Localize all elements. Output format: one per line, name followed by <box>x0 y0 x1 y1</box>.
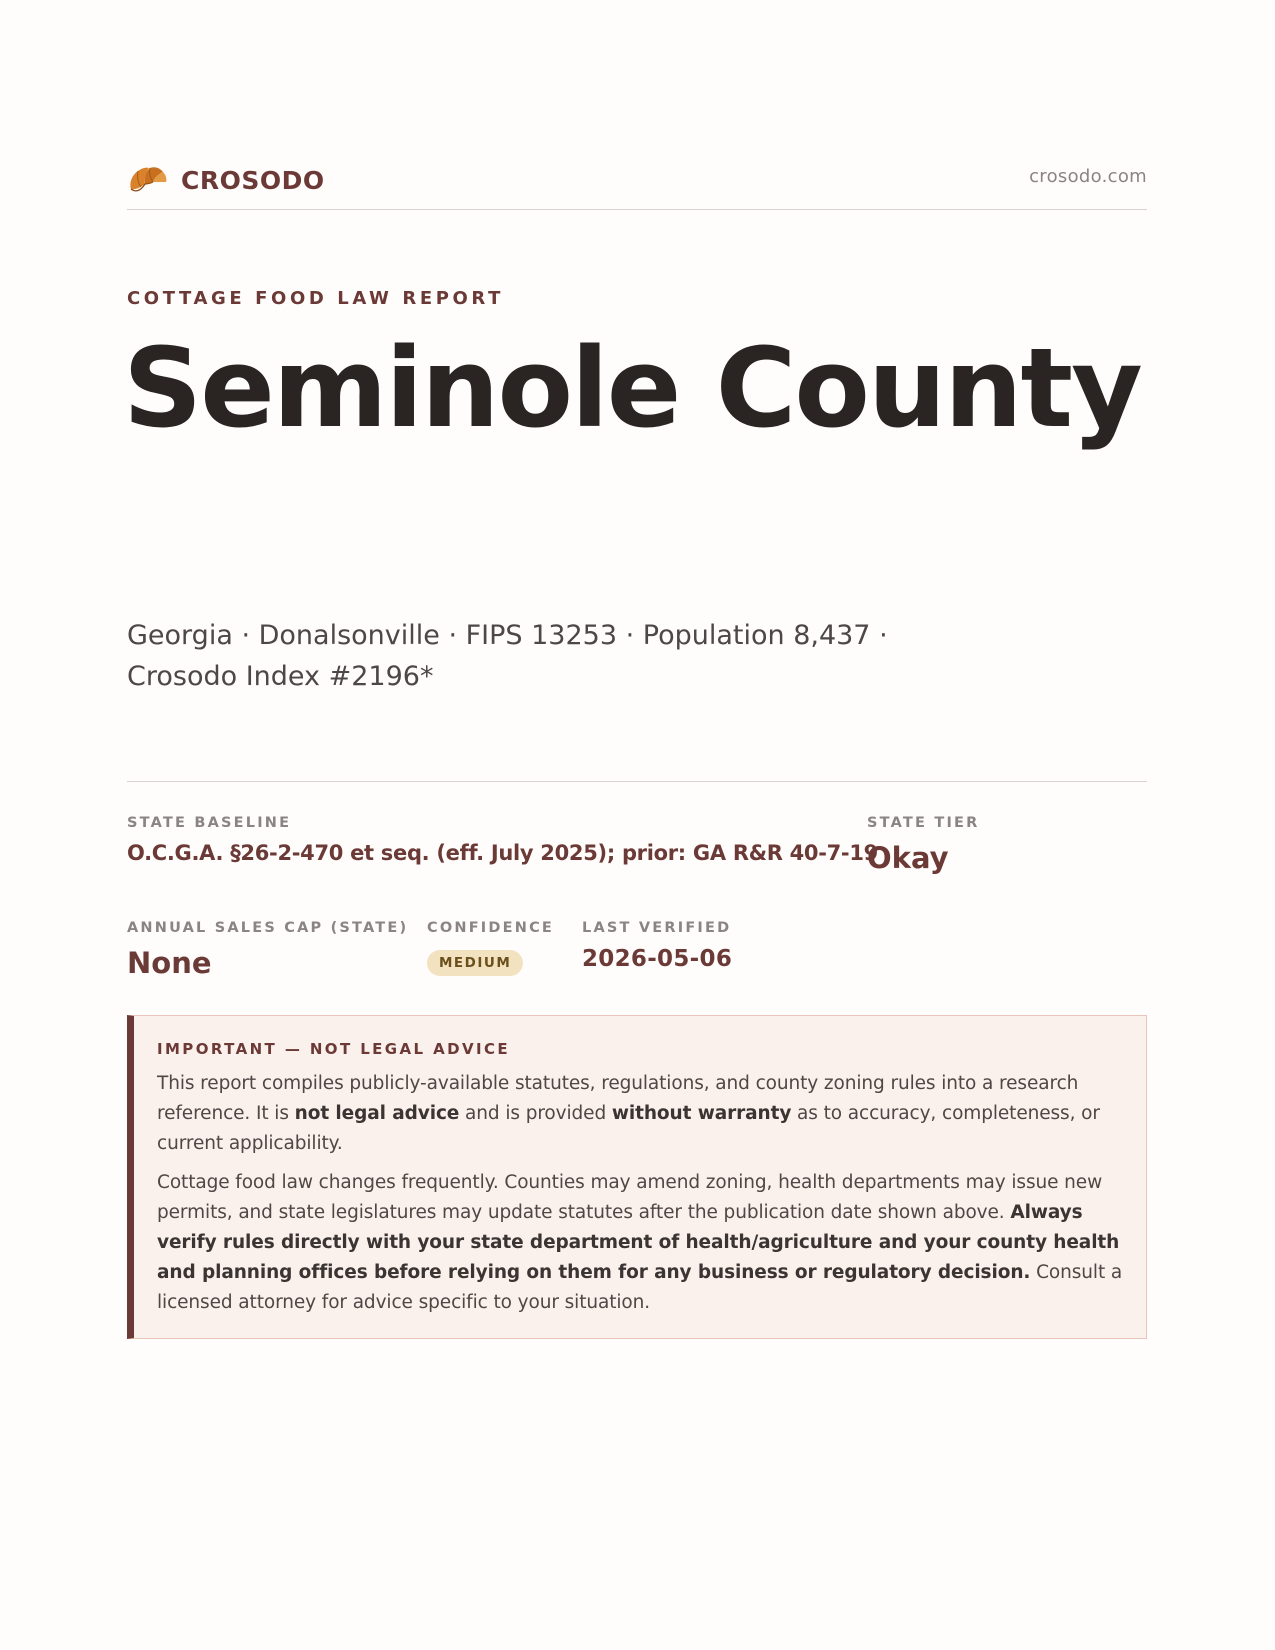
brand-logo[interactable] <box>127 162 325 198</box>
notice-text: as to accuracy, completeness, or current applicability. <box>157 1103 1100 1154</box>
page-title: Seminole County <box>123 324 1141 452</box>
confidence-field <box>427 920 577 976</box>
report-page <box>123 0 1147 1650</box>
state-tier-label: STATE TIER <box>867 815 980 831</box>
state-baseline-value: O.C.G.A. §26-2-470 et seq. (eff. July 2025); prior: GA R&R 40-7-19 <box>127 841 878 865</box>
last-verified-label: LAST VERIFIED <box>582 920 732 936</box>
state-baseline-field <box>127 815 878 865</box>
notice-emphasis: Always verify rules directly with your state department of health/agriculture and your county health and planning offices before relying on them for any business or regulatory decision. <box>157 1202 1120 1283</box>
state-tier-value: Okay <box>867 841 949 875</box>
site-url-link[interactable]: crosodo.com <box>1029 166 1147 187</box>
notice-text: and is provided <box>459 1103 612 1124</box>
notice-title: IMPORTANT — NOT LEGAL ADVICE <box>157 1040 511 1058</box>
legal-notice-box <box>127 1015 1147 1339</box>
state-tier-field <box>867 815 1127 875</box>
notice-paragraph-2 <box>157 1168 1124 1318</box>
croissant-icon <box>127 162 169 198</box>
brand-name: CROSODO <box>181 165 325 195</box>
notice-paragraph-1 <box>157 1069 1124 1159</box>
notice-text: This report compiles publicly-available statutes, regulations, and county zoning rules into a research reference. It is <box>157 1073 1079 1124</box>
report-eyebrow: COTTAGE FOOD LAW REPORT <box>127 288 504 309</box>
sales-cap-field <box>127 920 417 980</box>
confidence-badge: MEDIUM <box>427 950 523 976</box>
notice-text: Consult a licensed attorney for advice specific to your situation. <box>157 1262 1123 1313</box>
notice-emphasis: not legal advice <box>294 1103 460 1124</box>
page-header <box>127 160 1147 210</box>
last-verified-value: 2026-05-06 <box>582 946 733 972</box>
notice-emphasis: without warranty <box>611 1103 792 1124</box>
section-divider <box>127 781 1147 782</box>
sales-cap-value: None <box>127 946 212 980</box>
last-verified-field <box>582 920 832 972</box>
notice-text: Cottage food law changes frequently. Counties may amend zoning, health departments may issue new permits, and state legislatures may update statutes after the publication date shown above. <box>157 1172 1103 1223</box>
state-baseline-label: STATE BASELINE <box>127 815 292 831</box>
confidence-label: CONFIDENCE <box>427 920 555 936</box>
county-meta-line: Georgia · Donalsonville · FIPS 13253 · Population 8,437 · Crosodo Index #2196* <box>127 620 888 692</box>
sales-cap-label: ANNUAL SALES CAP (STATE) <box>127 920 409 936</box>
